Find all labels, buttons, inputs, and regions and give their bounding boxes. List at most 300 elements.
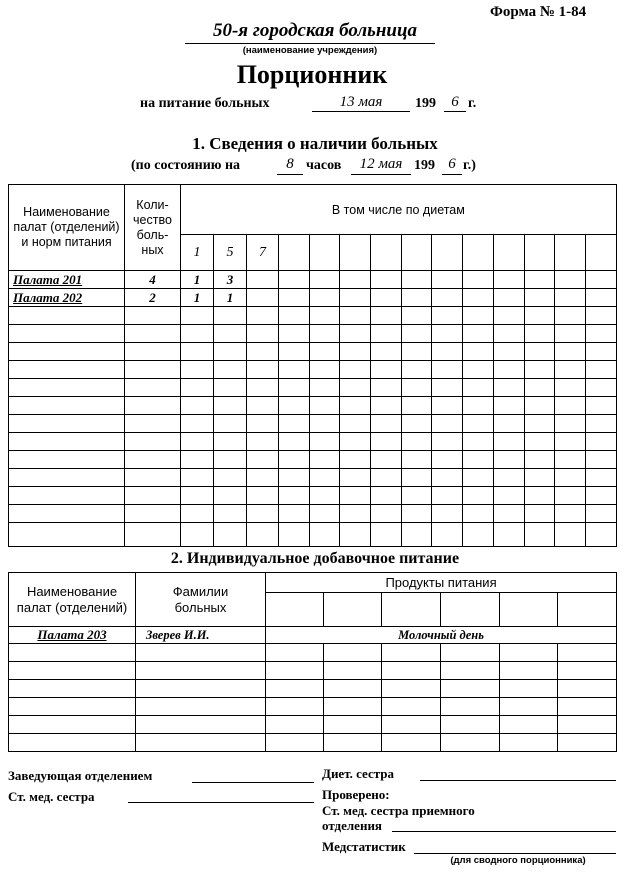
patients-cell xyxy=(279,289,310,307)
patients-cell xyxy=(309,451,340,469)
state-hour-line xyxy=(277,174,303,175)
patients-cell xyxy=(125,487,181,505)
patients-cell xyxy=(432,487,463,505)
patients-cell xyxy=(340,433,371,451)
patients-cell xyxy=(340,361,371,379)
patients-cell xyxy=(585,451,616,469)
patients-cell xyxy=(493,343,524,361)
sig-diet-nurse-label: Диет. сестра xyxy=(322,766,395,781)
patients-cell xyxy=(463,307,494,325)
patients-row xyxy=(9,505,617,523)
patients-cell xyxy=(181,523,214,547)
patients-cell xyxy=(493,523,524,547)
supp-cell xyxy=(382,734,441,752)
patients-cell xyxy=(9,451,125,469)
patients-row xyxy=(9,271,617,289)
patients-cell xyxy=(125,343,181,361)
patients-row xyxy=(9,289,617,307)
patients-cell xyxy=(524,379,555,397)
supp-cell xyxy=(324,734,382,752)
patients-cell xyxy=(181,325,214,343)
patients-cell xyxy=(9,379,125,397)
patients-cell xyxy=(585,415,616,433)
supp-cell xyxy=(9,716,136,734)
supp-cell xyxy=(266,644,324,662)
patients-cell xyxy=(555,343,586,361)
patients-cell xyxy=(585,361,616,379)
patients-cell xyxy=(340,451,371,469)
sig-statistician-label: Медстатистик xyxy=(322,839,406,854)
patients-cell xyxy=(463,271,494,289)
patients-cell xyxy=(585,397,616,415)
patients-cell xyxy=(463,505,494,523)
patients-cell xyxy=(279,379,310,397)
subtitle-date-line xyxy=(312,111,410,112)
diet-number-cell xyxy=(340,235,371,271)
patients-row xyxy=(9,379,617,397)
diet-number-cell xyxy=(493,235,524,271)
supp-cell xyxy=(558,662,617,680)
patients-cell xyxy=(524,433,555,451)
patients-cell xyxy=(555,325,586,343)
patients-cell xyxy=(279,343,310,361)
supp-row xyxy=(9,734,617,752)
patient-count-cell: 2 xyxy=(125,289,181,307)
patients-cell xyxy=(9,487,125,505)
diet-number-cell: 7 xyxy=(247,235,279,271)
subtitle-prefix: на питание больных xyxy=(140,96,270,111)
patients-cell xyxy=(493,487,524,505)
supp-cell xyxy=(266,662,324,680)
patients-cell xyxy=(371,307,402,325)
patients-cell xyxy=(371,397,402,415)
patients-cell xyxy=(181,361,214,379)
supp-cell xyxy=(9,734,136,752)
patients-cell xyxy=(524,505,555,523)
diet-number-cell xyxy=(585,235,616,271)
patients-cell xyxy=(493,289,524,307)
patients-header-row xyxy=(9,185,617,235)
patients-cell xyxy=(401,271,432,289)
state-date: 12 мая xyxy=(359,156,403,172)
diet-number-cell xyxy=(309,235,340,271)
patients-cell xyxy=(279,361,310,379)
patients-cell xyxy=(340,307,371,325)
patients-cell xyxy=(247,487,279,505)
sig-statistician-line xyxy=(414,853,616,854)
patients-cell xyxy=(247,307,279,325)
supp-cell xyxy=(266,716,324,734)
patients-cell xyxy=(371,523,402,547)
patients-cell xyxy=(125,415,181,433)
patients-cell xyxy=(555,361,586,379)
state-prefix: (по состоянию на xyxy=(131,158,241,173)
patients-cell xyxy=(9,397,125,415)
supp-cell xyxy=(558,734,617,752)
patients-cell xyxy=(309,289,340,307)
patients-cell xyxy=(181,343,214,361)
supp-cell xyxy=(500,734,558,752)
patients-cell xyxy=(9,325,125,343)
sig-senior-nurse-line xyxy=(128,802,314,803)
diet1-cell: 1 xyxy=(181,271,214,289)
supp-cell xyxy=(266,734,324,752)
patients-cell xyxy=(309,415,340,433)
supp-cell xyxy=(382,680,441,698)
diet-number-cell: 5 xyxy=(214,235,247,271)
patients-cell xyxy=(432,433,463,451)
diet-number-cell xyxy=(432,235,463,271)
patients-cell xyxy=(401,451,432,469)
patients-cell xyxy=(401,415,432,433)
patients-cell xyxy=(340,397,371,415)
patients-cell xyxy=(125,361,181,379)
patients-cell xyxy=(585,433,616,451)
patients-cell xyxy=(524,289,555,307)
product-subheader-cell xyxy=(558,593,617,627)
patients-cell xyxy=(214,397,247,415)
patients-cell xyxy=(555,415,586,433)
patients-row xyxy=(9,451,617,469)
supp-cell xyxy=(9,698,136,716)
patients-cell xyxy=(181,469,214,487)
supp-row xyxy=(9,716,617,734)
patients-cell xyxy=(555,469,586,487)
subtitle-year-prefix: 199 xyxy=(415,96,436,111)
patients-cell xyxy=(371,469,402,487)
form-number: Форма № 1-84 xyxy=(490,4,587,20)
patients-cell xyxy=(340,343,371,361)
patients-cell xyxy=(432,289,463,307)
patients-cell xyxy=(279,415,310,433)
patients-cell xyxy=(432,307,463,325)
patients-cell xyxy=(279,271,310,289)
patients-cell xyxy=(125,379,181,397)
patients-cell xyxy=(181,487,214,505)
patients-cell xyxy=(9,523,125,547)
state-hours-word: часов xyxy=(306,158,342,173)
patients-cell xyxy=(309,469,340,487)
patients-cell xyxy=(340,415,371,433)
patients-row xyxy=(9,325,617,343)
patients-cell xyxy=(340,469,371,487)
supp-cell xyxy=(136,680,266,698)
patients-cell xyxy=(585,469,616,487)
patients-cell xyxy=(524,361,555,379)
product-subheader-cell xyxy=(500,593,558,627)
patients-cell xyxy=(340,505,371,523)
patients-cell xyxy=(432,361,463,379)
supp-cell xyxy=(324,680,382,698)
supp-cell xyxy=(136,698,266,716)
supp-cell xyxy=(9,662,136,680)
patients-cell xyxy=(432,343,463,361)
patients-row xyxy=(9,433,617,451)
patients-cell xyxy=(555,487,586,505)
patients-cell xyxy=(585,523,616,547)
patients-table xyxy=(8,184,617,547)
patients-cell xyxy=(125,397,181,415)
patients-cell xyxy=(125,307,181,325)
supp-cell xyxy=(441,680,500,698)
patients-cell xyxy=(371,415,402,433)
patients-cell xyxy=(309,523,340,547)
patients-cell xyxy=(309,343,340,361)
patients-cell xyxy=(555,271,586,289)
diet1-cell: 1 xyxy=(181,289,214,307)
patients-cell xyxy=(125,469,181,487)
col-diets-header: В том числе по диетам xyxy=(181,185,617,235)
patients-cell xyxy=(432,451,463,469)
patients-cell xyxy=(371,343,402,361)
patients-cell xyxy=(493,415,524,433)
patients-cell xyxy=(309,271,340,289)
supp-cell xyxy=(382,698,441,716)
patients-cell xyxy=(401,487,432,505)
subtitle-date: 13 мая xyxy=(339,94,383,110)
sig-diet-nurse-line xyxy=(420,780,616,781)
patients-cell xyxy=(493,379,524,397)
state-date-line xyxy=(351,174,411,175)
patients-cell xyxy=(371,379,402,397)
patients-cell xyxy=(279,451,310,469)
supp-cell xyxy=(382,644,441,662)
patients-cell xyxy=(401,379,432,397)
patients-cell xyxy=(463,433,494,451)
patients-cell xyxy=(555,289,586,307)
patients-cell xyxy=(279,325,310,343)
supp-cell xyxy=(558,716,617,734)
patients-cell xyxy=(214,361,247,379)
patients-cell xyxy=(279,397,310,415)
patients-cell xyxy=(401,397,432,415)
patients-cell xyxy=(9,433,125,451)
patients-cell xyxy=(309,325,340,343)
supp-col-products-header: Продукты питания xyxy=(266,573,617,593)
patients-cell xyxy=(181,415,214,433)
patients-cell xyxy=(125,451,181,469)
patients-cell xyxy=(585,289,616,307)
patients-cell xyxy=(247,469,279,487)
patients-cell xyxy=(463,325,494,343)
diet-number-cell: 1 xyxy=(181,235,214,271)
patients-cell xyxy=(309,307,340,325)
patients-cell xyxy=(371,289,402,307)
patients-cell xyxy=(371,433,402,451)
patients-cell xyxy=(463,361,494,379)
patients-cell xyxy=(432,469,463,487)
patients-cell xyxy=(214,325,247,343)
ward-name-cell: Палата 201 xyxy=(9,271,125,289)
patients-cell xyxy=(340,325,371,343)
supp-cell xyxy=(266,698,324,716)
patients-cell xyxy=(279,487,310,505)
patients-cell xyxy=(247,289,279,307)
patients-cell xyxy=(555,451,586,469)
patients-cell xyxy=(585,379,616,397)
patients-cell xyxy=(279,469,310,487)
patients-cell xyxy=(463,343,494,361)
sig-head-line xyxy=(192,782,314,783)
patients-cell xyxy=(524,415,555,433)
patients-row xyxy=(9,469,617,487)
patients-row xyxy=(9,523,617,547)
patients-cell xyxy=(125,325,181,343)
patients-cell xyxy=(585,271,616,289)
patients-cell xyxy=(247,379,279,397)
patients-cell xyxy=(309,487,340,505)
patients-cell xyxy=(279,433,310,451)
patients-cell xyxy=(463,523,494,547)
product-subheader-cell xyxy=(266,593,324,627)
sig-admission-nurse-label: Ст. мед. сестра приемного отделения xyxy=(322,803,475,833)
subtitle-year-digit: 6 xyxy=(451,94,459,110)
patients-cell xyxy=(181,505,214,523)
supp-cell xyxy=(136,734,266,752)
patients-row xyxy=(9,415,617,433)
patients-cell xyxy=(247,505,279,523)
patients-cell xyxy=(247,415,279,433)
patients-cell xyxy=(247,451,279,469)
sig-statistician-caption: (для сводного порционника) xyxy=(450,855,586,866)
supp-cell xyxy=(136,716,266,734)
patients-cell xyxy=(493,307,524,325)
diet-number-cell xyxy=(401,235,432,271)
supp-cell xyxy=(136,662,266,680)
patients-row xyxy=(9,397,617,415)
patients-cell xyxy=(340,289,371,307)
product-subheader-cell xyxy=(382,593,441,627)
product-subheader-cell xyxy=(441,593,500,627)
supp-cell xyxy=(9,644,136,662)
supp-row xyxy=(9,662,617,680)
state-hour: 8 xyxy=(286,156,294,172)
patients-cell xyxy=(181,307,214,325)
patients-cell xyxy=(555,307,586,325)
patients-cell xyxy=(125,505,181,523)
supp-cell xyxy=(558,644,617,662)
patients-cell xyxy=(309,361,340,379)
patients-cell xyxy=(524,325,555,343)
institution-caption: (наименование учреждения) xyxy=(242,45,378,56)
patients-cell xyxy=(214,523,247,547)
patients-cell xyxy=(493,433,524,451)
supp-cell xyxy=(441,662,500,680)
patients-cell xyxy=(555,523,586,547)
patients-cell xyxy=(340,379,371,397)
section1-heading: 1. Сведения о наличии больных xyxy=(192,134,438,153)
patients-cell xyxy=(524,469,555,487)
patients-cell xyxy=(181,451,214,469)
patients-cell xyxy=(125,523,181,547)
patients-cell xyxy=(125,433,181,451)
patients-cell xyxy=(463,487,494,505)
supp-cell xyxy=(324,644,382,662)
patient-count-cell: 4 xyxy=(125,271,181,289)
diet-number-cell xyxy=(524,235,555,271)
patients-cell xyxy=(247,433,279,451)
patients-cell xyxy=(247,523,279,547)
patients-cell xyxy=(555,433,586,451)
patients-cell xyxy=(309,505,340,523)
patients-cell xyxy=(340,271,371,289)
patients-cell xyxy=(463,469,494,487)
patients-cell xyxy=(432,523,463,547)
supp-cell xyxy=(441,716,500,734)
ward-name-cell: Палата 202 xyxy=(9,289,125,307)
patients-row xyxy=(9,487,617,505)
patients-cell xyxy=(247,361,279,379)
patients-cell xyxy=(401,523,432,547)
supplementary-table xyxy=(8,572,617,752)
patients-cell xyxy=(524,343,555,361)
patients-cell xyxy=(279,523,310,547)
patients-cell xyxy=(432,415,463,433)
patients-cell xyxy=(493,361,524,379)
patients-cell xyxy=(340,487,371,505)
patients-cell xyxy=(214,469,247,487)
patients-cell xyxy=(585,307,616,325)
patients-cell xyxy=(401,307,432,325)
patients-cell xyxy=(463,451,494,469)
patients-cell xyxy=(340,523,371,547)
supp-cell xyxy=(9,680,136,698)
patients-cell xyxy=(432,379,463,397)
patients-cell xyxy=(371,361,402,379)
supp-row xyxy=(9,680,617,698)
patients-cell xyxy=(181,433,214,451)
supp-products-cell: Молочный день xyxy=(266,627,617,644)
patients-cell xyxy=(214,307,247,325)
col-count-header: Коли- чество боль- ных xyxy=(125,185,181,271)
patients-cell xyxy=(214,505,247,523)
patients-cell xyxy=(309,397,340,415)
subtitle-year-line xyxy=(444,111,466,112)
supp-cell xyxy=(441,698,500,716)
diet-number-cell xyxy=(371,235,402,271)
patients-cell xyxy=(401,469,432,487)
patients-cell xyxy=(401,361,432,379)
patients-cell xyxy=(432,325,463,343)
patients-cell xyxy=(247,325,279,343)
patients-cell xyxy=(585,505,616,523)
patients-cell xyxy=(524,487,555,505)
sig-checked-label: Проверено: xyxy=(322,787,390,802)
patients-row xyxy=(9,307,617,325)
patients-cell xyxy=(401,433,432,451)
patients-cell xyxy=(585,487,616,505)
patients-cell xyxy=(309,433,340,451)
patients-cell xyxy=(493,469,524,487)
supp-cell xyxy=(500,716,558,734)
patients-cell xyxy=(371,487,402,505)
diet5-cell: 3 xyxy=(214,271,247,289)
patients-cell xyxy=(463,289,494,307)
patients-cell xyxy=(247,271,279,289)
patients-cell xyxy=(279,505,310,523)
state-year-digit: 6 xyxy=(448,156,456,172)
supp-cell xyxy=(382,716,441,734)
state-year-line xyxy=(442,174,462,175)
patients-cell xyxy=(493,505,524,523)
patients-cell xyxy=(309,379,340,397)
diet-number-cell xyxy=(279,235,310,271)
diet-number-cell xyxy=(555,235,586,271)
supp-cell xyxy=(441,734,500,752)
diet-number-cell xyxy=(463,235,494,271)
patients-cell xyxy=(585,343,616,361)
patients-cell xyxy=(279,307,310,325)
